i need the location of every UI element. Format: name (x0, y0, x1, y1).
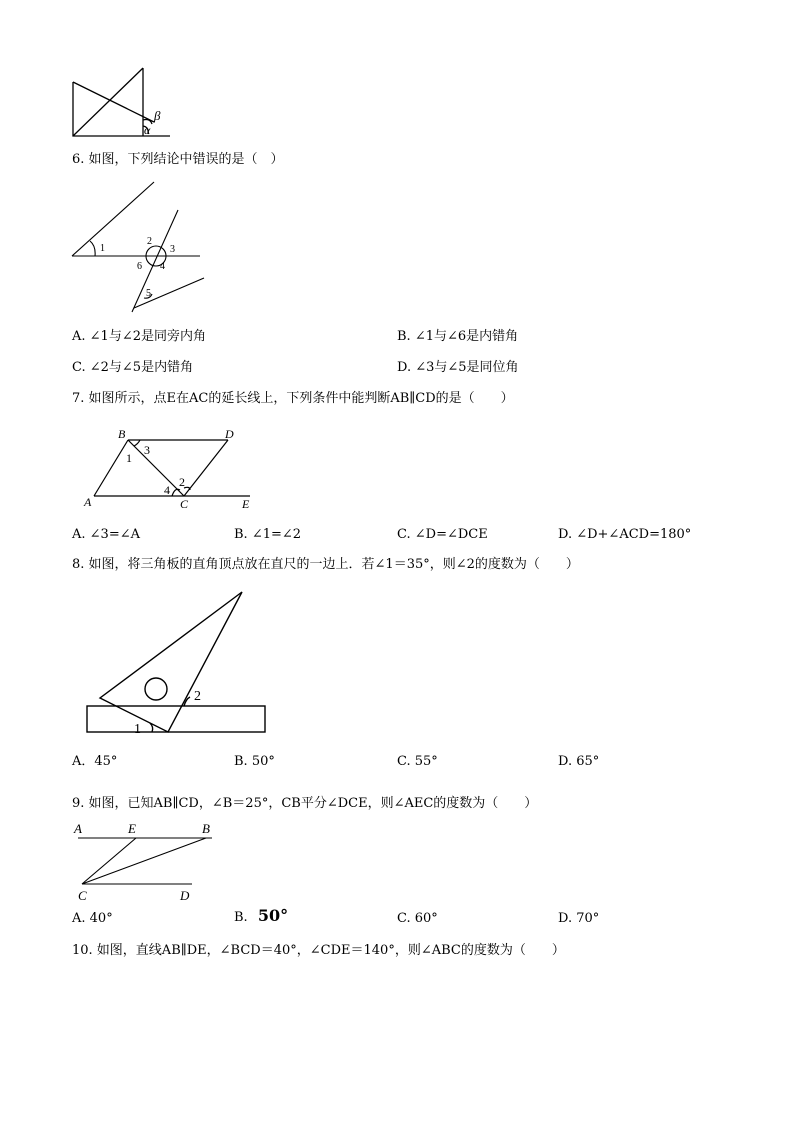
figure-q5 (68, 64, 178, 140)
figure-q8 (84, 588, 274, 738)
label-beta: β (154, 108, 161, 123)
point-label-b: B (118, 427, 126, 441)
q7-option-b[interactable]: B. ∠1=∠2 (234, 527, 302, 542)
point-label-d: D (180, 888, 190, 903)
angle-label-5: 5 (146, 288, 151, 299)
q7-option-c[interactable]: C. ∠D=∠DCE (397, 527, 488, 542)
q7-option-d[interactable]: D. ∠D+∠ACD=180° (558, 527, 692, 542)
point-label-b: B (202, 821, 210, 836)
angle-label-6: 6 (137, 261, 142, 272)
angle-label-3: 3 (170, 244, 175, 255)
angle-label-3: 3 (144, 443, 150, 457)
angle-label-2: 2 (179, 475, 185, 489)
q8-option-c[interactable]: C. 55° (397, 754, 438, 769)
point-label-c: C (78, 888, 87, 903)
q9-option-b-value: 50° (257, 906, 289, 925)
q9-option-b[interactable] (234, 908, 288, 926)
point-label-e: E (242, 497, 250, 511)
angle-label-4: 4 (160, 261, 165, 272)
point-label-d: D (225, 427, 234, 441)
q9-option-b-prefix: B. (234, 910, 248, 925)
q9-option-a[interactable]: A. 40° (72, 911, 113, 926)
question-9-stem: 9. 如图，已知AB∥CD，∠B＝25°，CB平分∠DCE，则∠AEC的度数为（ ） (72, 796, 538, 811)
q8-option-a[interactable]: A．45° (72, 754, 118, 769)
angle-label-4: 4 (164, 483, 170, 497)
q8-option-b[interactable]: B. 50° (234, 754, 275, 769)
figure-q6 (68, 180, 208, 315)
q9-option-c[interactable]: C. 60° (397, 911, 438, 926)
figure-q9 (72, 820, 222, 904)
point-label-c: C (180, 497, 189, 511)
q9-option-d[interactable]: D. 70° (558, 911, 600, 926)
question-10-stem: 10. 如图，直线AB∥DE，∠BCD＝40°，∠CDE＝140°，则∠ABC的度数为（ ） (72, 943, 565, 958)
point-label-e: E (128, 821, 136, 836)
question-7-stem: 7. 如图所示，点E在AC的延长线上，下列条件中能判断AB∥CD的是（ ） (72, 391, 514, 406)
angle-label-2: 2 (194, 689, 201, 704)
q8-option-d[interactable]: D. 65° (558, 754, 600, 769)
angle-label-2: 2 (147, 236, 152, 247)
q6-option-b[interactable]: B. ∠1与∠6是内错角 (397, 329, 519, 344)
q6-option-d[interactable]: D. ∠3与∠5是同位角 (397, 360, 519, 375)
angle-label-1: 1 (126, 451, 132, 465)
angle-label-1: 1 (134, 722, 141, 737)
question-6-stem: 6. 如图，下列结论中错误的是（ ） (72, 152, 284, 167)
figure-q7 (80, 424, 260, 512)
point-label-a: A (84, 495, 92, 509)
q6-option-a[interactable]: A. ∠1与∠2是同旁内角 (72, 329, 206, 344)
q7-option-a[interactable]: A. ∠3=∠A (72, 527, 140, 542)
q6-option-c[interactable]: C. ∠2与∠5是内错角 (72, 360, 194, 375)
angle-label-1: 1 (100, 243, 105, 254)
label-alpha: α (144, 123, 151, 137)
question-8-stem: 8. 如图，将三角板的直角顶点放在直尺的一边上．若∠1＝35°，则∠2的度数为（ ） (72, 557, 579, 572)
point-label-a: A (74, 821, 82, 836)
